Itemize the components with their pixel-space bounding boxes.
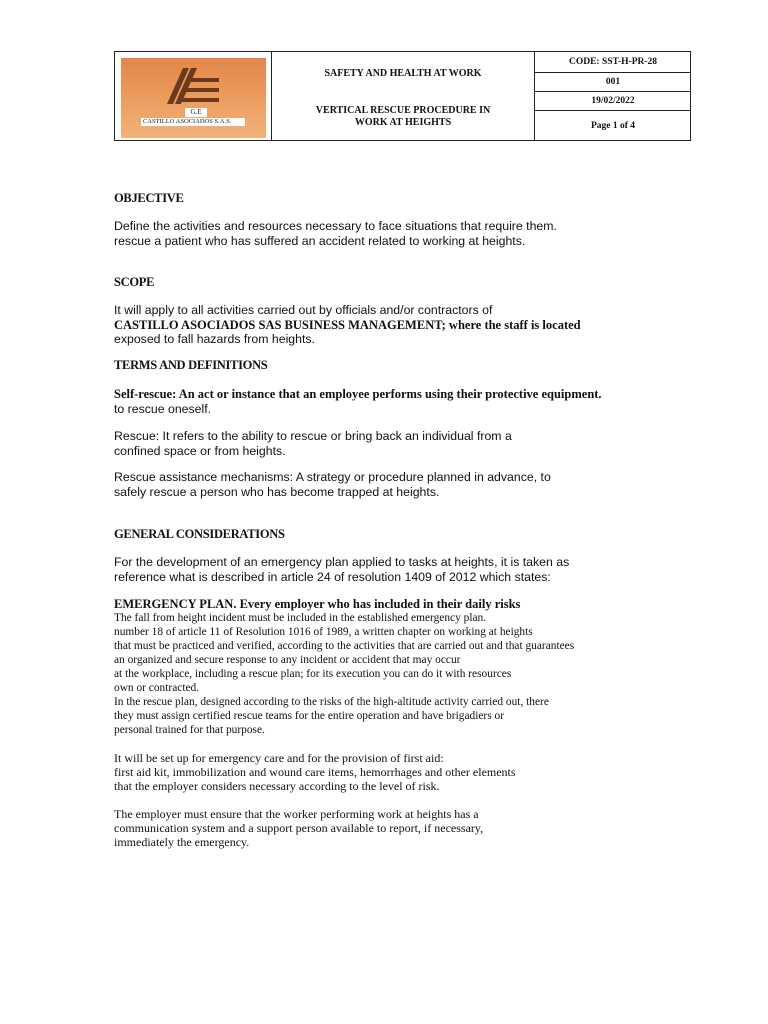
text-line: number 18 of article 11 of Resolution 1016 of 1989, a written chapter on working at heights: [114, 626, 533, 638]
rescue-mechanisms-definition: [114, 470, 704, 499]
header-divider: [534, 72, 690, 73]
communication-text: [114, 807, 704, 849]
document-code: CODE: SST-H-PR-28: [568, 57, 658, 67]
text-line: safely rescue a person who has become trapped at heights.: [114, 484, 440, 499]
self-rescue-definition: [114, 387, 704, 416]
header-divider: [534, 110, 690, 111]
text-line: confined space or from heights.: [114, 443, 286, 458]
text-line: first aid kit, immobilization and wound care items, hemorrhages and other elements: [114, 765, 516, 779]
text-line: personal trained for that purpose.: [114, 724, 265, 736]
logo-mark-icon: [165, 66, 225, 106]
text-line: reference what is described in article 24 of resolution 1409 of 2012 which states:: [114, 569, 551, 584]
text-line: CASTILLO ASOCIADOS SAS BUSINESS MANAGEMENT; where the staff is located: [114, 317, 581, 332]
text-line: exposed to fall hazards from heights.: [114, 332, 315, 347]
text-line: Self-rescue: An act or instance that an employee performs using their protective equipment.: [114, 387, 602, 401]
document-date: 19/02/2022: [591, 96, 635, 106]
text-line: rescue a patient who has suffered an accident related to working at heights.: [114, 233, 526, 248]
text-line: immediately the emergency.: [114, 835, 250, 849]
header-subtitle-line: WORK AT HEIGHTS: [354, 117, 452, 128]
logo-initials: G.E: [185, 108, 207, 117]
header-subtitle: [272, 105, 534, 129]
text-line: that the employer considers necessary according to the level of risk.: [114, 779, 440, 793]
header-divider: [534, 91, 690, 92]
rescue-definition: [114, 429, 704, 458]
header-subtitle-line: VERTICAL RESCUE PROCEDURE IN: [315, 105, 491, 116]
text-line: It will apply to all activities carried out by officials and/or contractors of: [114, 303, 493, 317]
header-title: SAFETY AND HEALTH AT WORK: [324, 68, 482, 79]
text-line: It will be set up for emergency care and for the provision of first aid:: [114, 751, 444, 765]
first-aid-text: [114, 751, 704, 793]
scope-text: [114, 303, 704, 347]
general-intro: [114, 555, 704, 584]
text-line: The fall from height incident must be included in the established emergency plan.: [114, 612, 487, 624]
company-logo: [121, 58, 266, 138]
page-number: Page 1 of 4: [590, 121, 636, 131]
document-header-table: [114, 51, 691, 141]
text-line: Rescue: It refers to the ability to rescue or bring back an individual from a: [114, 429, 512, 443]
text-line: Define the activities and resources necessary to face situations that require them.: [114, 219, 557, 233]
emergency-plan-text: [114, 611, 704, 737]
scope-heading: SCOPE: [114, 275, 155, 289]
text-line: Rescue assistance mechanisms: A strategy or procedure planned in advance, to: [114, 470, 551, 484]
text-line: to rescue oneself.: [114, 401, 212, 416]
text-line: that must be practiced and verified, according to the activities that are carried out and that guarantees: [114, 640, 575, 652]
objective-text: [114, 219, 704, 248]
logo-company-name: CASTILLO ASOCIADOS S.A.S.: [141, 118, 245, 126]
text-line: For the development of an emergency plan applied to tasks at heights, it is taken as: [114, 555, 570, 569]
text-line: own or contracted.: [114, 682, 200, 694]
general-heading: GENERAL CONSIDERATIONS: [114, 527, 285, 541]
terms-heading: TERMS AND DEFINITIONS: [114, 358, 268, 372]
text-line: communication system and a support person available to report, if necessary,: [114, 821, 484, 835]
emergency-plan-heading: EMERGENCY PLAN. Every employer who has included in their daily risks: [114, 597, 521, 611]
document-version: 001: [605, 77, 621, 87]
text-line: an organized and secure response to any incident or accident that may occur: [114, 654, 461, 666]
objective-heading: OBJECTIVE: [114, 191, 184, 205]
text-line: In the rescue plan, designed according to the risks of the high-altitude activity carried out, there: [114, 696, 549, 708]
text-line: The employer must ensure that the worker performing work at heights has a: [114, 807, 479, 821]
text-line: they must assign certified rescue teams for the entire operation and have brigadiers or: [114, 710, 504, 722]
text-line: at the workplace, including a rescue plan; for its execution you can do it with resources: [114, 668, 512, 680]
